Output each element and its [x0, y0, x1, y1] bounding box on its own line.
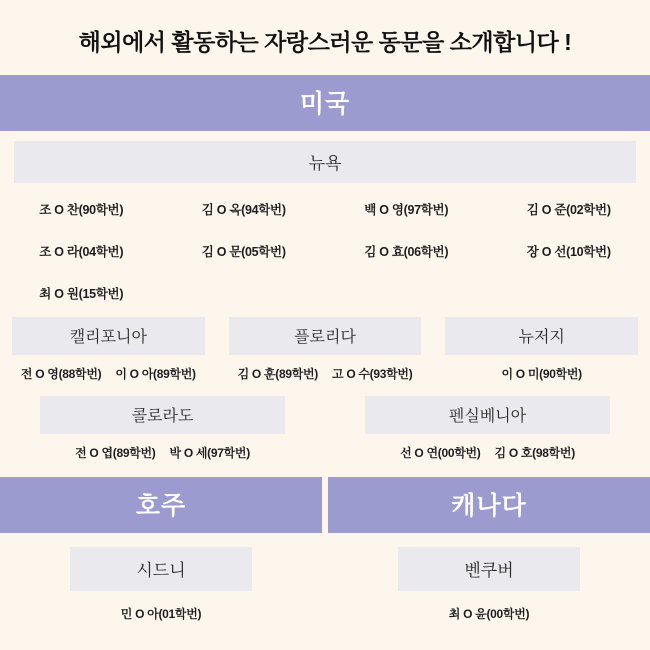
alumni-name: 전 O 엽(89학번) [75, 446, 156, 460]
city-header-vancouver: 벤쿠버 [398, 547, 580, 591]
state-colorado [0, 396, 325, 461]
california-names [0, 355, 217, 382]
newyork-row-1 [0, 183, 650, 225]
state-florida [217, 317, 434, 382]
state-pennsylvania [325, 396, 650, 461]
alumni-name: 민 O 아(01학번) [120, 607, 202, 621]
usa-state-group-2 [0, 396, 650, 461]
country-header-canada: 캐나다 [328, 477, 650, 533]
alumni-name: 백 O 영(97학번) [364, 203, 449, 217]
alumni-name: 최 O 윤(00학번) [448, 607, 530, 621]
alumni-name: 김 O 옥(94학번) [201, 203, 286, 217]
alumni-name: 최 O 원(15학번) [39, 287, 124, 301]
alumni-name: 고 O 수(93학번) [332, 367, 413, 381]
colorado-names [0, 434, 325, 461]
florida-names [217, 355, 434, 382]
page-title: 해외에서 활동하는 자랑스러운 동문을 소개합니다 ! [78, 29, 572, 55]
newjersey-names [433, 355, 650, 382]
alumni-name: 조 O 라(04학번) [39, 245, 124, 259]
pennsylvania-names [325, 434, 650, 461]
country-australia [0, 477, 322, 622]
city-header-california: 캘리포니아 [12, 317, 205, 355]
alumni-name: 전 O 영(88학번) [20, 367, 102, 381]
alumni-name: 이 O 미(90학번) [501, 367, 582, 381]
alumni-name: 김 O 훈(89학번) [237, 367, 318, 381]
city-header-newyork: 뉴욕 [14, 141, 636, 183]
sydney-names [0, 591, 322, 622]
usa-state-group-1 [0, 317, 650, 382]
alumni-name: 조 O 찬(90학번) [39, 203, 124, 217]
alumni-name: 박 O 세(97학번) [169, 446, 250, 460]
alumni-name: 김 O 효(06학번) [364, 245, 449, 259]
alumni-name: 이 O 아(89학번) [115, 367, 196, 381]
newyork-row-3 [0, 267, 650, 309]
city-header-newjersey: 뉴저지 [445, 317, 638, 355]
alumni-name: 김 O 문(05학번) [201, 245, 286, 259]
city-header-pennsylvania: 펜실베니아 [365, 396, 610, 434]
city-header-colorado: 콜로라도 [40, 396, 285, 434]
alumni-name: 김 O 준(02학번) [526, 203, 611, 217]
city-header-sydney: 시드니 [70, 547, 252, 591]
vancouver-names [328, 591, 650, 622]
state-newjersey [433, 317, 650, 382]
country-header-usa: 미국 [0, 75, 650, 131]
newyork-row-2 [0, 225, 650, 267]
alumni-name: 선 O 연(00학번) [400, 446, 481, 460]
alumni-name: 장 O 선(10학번) [526, 245, 611, 259]
country-canada [328, 477, 650, 622]
country-row-bottom [0, 477, 650, 622]
country-header-australia: 호주 [0, 477, 322, 533]
city-header-florida: 플로리다 [229, 317, 422, 355]
state-california [0, 317, 217, 382]
alumni-name: 김 O 호(98학번) [494, 446, 575, 460]
